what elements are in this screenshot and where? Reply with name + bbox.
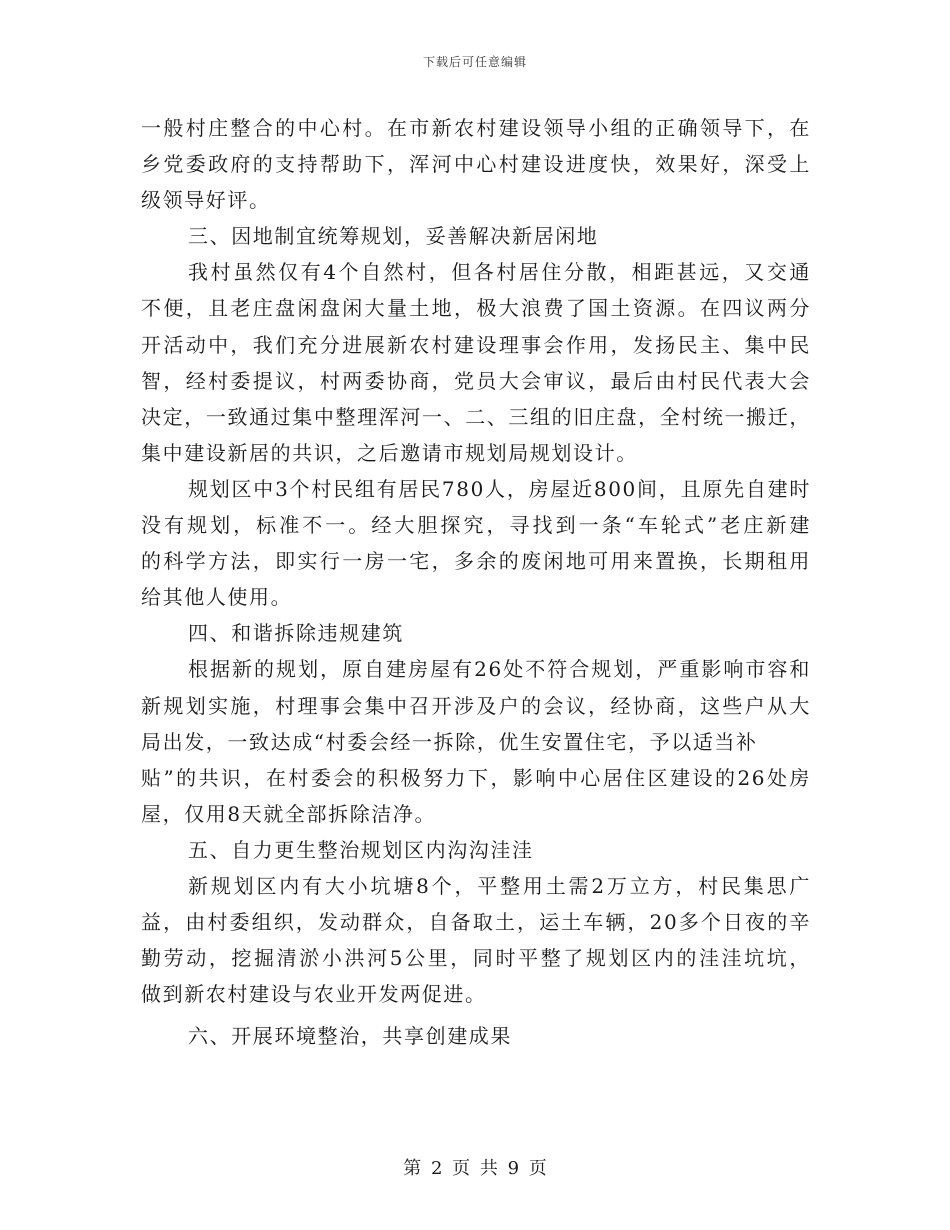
text-line: 级领导好评。 — [141, 188, 271, 213]
text-line: 局出发，一致达成“村委会经一拆除，优生安置住宅，予以适当补 — [141, 729, 758, 754]
text-line: 一般村庄整合的中心村。在市新农村建设领导小组的正确领导下，在 — [141, 116, 811, 140]
text-line: 智，经村委提议，村两委协商，党员大会审议，最后由村民代表大会 — [141, 368, 811, 393]
paragraph — [141, 471, 811, 615]
document-body — [141, 110, 811, 1054]
text-line: 的科学方法，即实行一房一宅，多余的废闲地可用来置换，长期租用 — [141, 549, 811, 574]
text-line: 新规划实施，村理事会集中召开涉及户的会议，经协商，这些户从大 — [141, 693, 811, 718]
section-heading — [141, 615, 811, 651]
text-line: 我村虽然仅有4个自然村，但各村居住分散，相距甚远，又交通 — [188, 260, 811, 285]
page-number-footer: 第 2 页 共 9 页 — [403, 1158, 547, 1179]
text-line: 贴”的共识，在村委会的积极努力下，影响中心居住区建设的26处房 — [141, 765, 811, 790]
section-heading — [141, 832, 811, 868]
text-line: 开活动中，我们充分进展新农村建设理事会作用，发扬民主、集中民 — [141, 332, 811, 357]
section-heading — [141, 1018, 811, 1054]
text-line: 没有规划，标准不一。经大胆探究，寻找到一条“车轮式”老庄新建 — [141, 513, 811, 538]
text-line: 益，由村委组织，发动群众，自备取土，运土车辆，20多个日夜的辛 — [141, 910, 811, 935]
heading-text: 五、自力更生整治规划区内沟沟洼洼 — [188, 837, 534, 862]
text-line: 勤劳动，挖掘清淤小洪河5公里，同时平整了规划区内的洼洼坑坑， — [141, 946, 811, 971]
text-line: 规划区中3个村民组有居民780人，房屋近800间，且原先自建时 — [188, 476, 811, 501]
text-line: 做到新农村建设与农业开发两促进。 — [141, 982, 487, 1007]
page-header: 下载后可任意编辑 — [422, 55, 527, 69]
text-line: 屋，仅用8天就全部拆除洁净。 — [141, 801, 437, 826]
text-line: 集中建设新居的共识，之后邀请市规划局规划设计。 — [141, 440, 638, 465]
text-line: 决定，一致通过集中整理浑河一、二、三组的旧庄盘，全村统一搬迁， — [141, 404, 811, 429]
text-line: 根据新的规划，原自建房屋有26处不符合规划，严重影响市容和 — [188, 657, 811, 682]
heading-text: 四、和谐拆除违规建筑 — [188, 621, 404, 646]
paragraph — [141, 868, 811, 1012]
heading-text: 三、因地制宜统筹规划，妥善解决新居闲地 — [188, 224, 599, 249]
paragraph — [141, 110, 811, 218]
text-line: 乡党委政府的支持帮助下，浑河中心村建设进度快，效果好，深受上 — [141, 152, 811, 177]
text-line: 不便，且老庄盘闲盘闲大量土地，极大浪费了国土资源。在四议两分 — [141, 296, 811, 321]
section-heading — [141, 218, 811, 254]
heading-text: 六、开展环境整治，共享创建成果 — [188, 1024, 512, 1049]
text-line: 给其他人使用。 — [141, 585, 293, 610]
paragraph — [141, 651, 811, 831]
paragraph — [141, 254, 811, 471]
text-line: 新规划区内有大小坑塘8个，平整用土需2万立方，村民集思广 — [188, 873, 811, 898]
